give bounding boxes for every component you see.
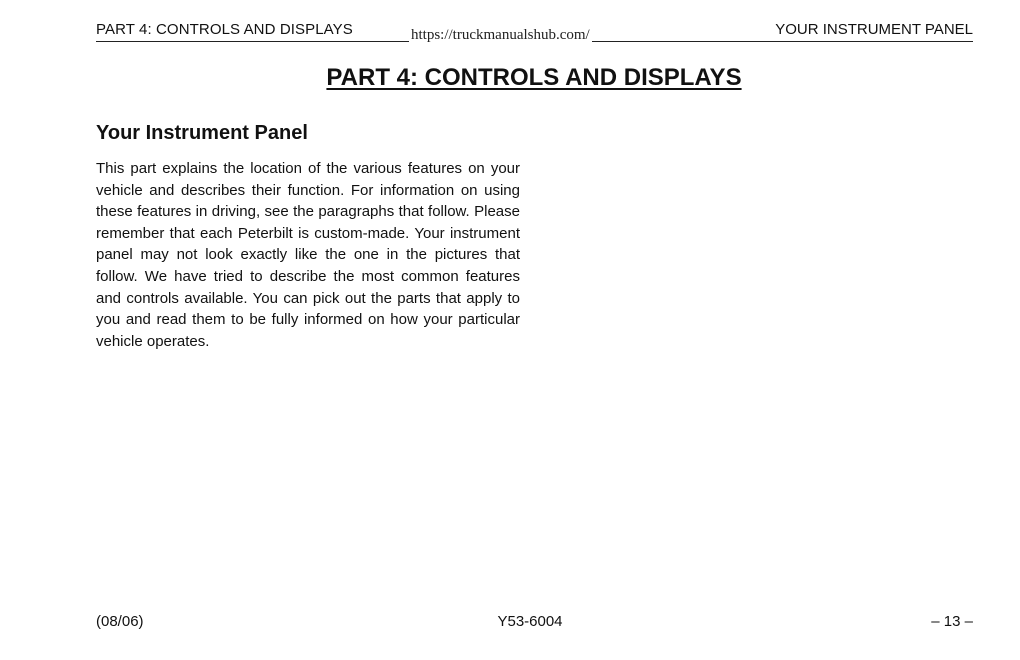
- page-number: – 13 –: [931, 613, 973, 630]
- section-heading: Your Instrument Panel: [96, 122, 308, 144]
- watermark-url[interactable]: https://truckmanualshub.com/: [411, 27, 590, 43]
- intro-paragraph: This part explains the location of the various features on your vehicle and describes their function. For information on using these features in driving, see the paragraphs that follow. Please remember that each Peterbilt is custom-made. Your instrument panel may not look exactly like the one in the pictures that follow. We have tried to describe the most common features and controls available. You can pick out the parts that apply to you and read them to be fully informed on how your particular vehicle operates.: [96, 160, 520, 350]
- footer-doc-number: Y53-6004: [497, 613, 563, 630]
- footer-date: (08/06): [96, 613, 144, 630]
- header-chapter-title: YOUR INSTRUMENT PANEL: [775, 21, 973, 38]
- header-section-title: PART 4: CONTROLS AND DISPLAYS: [96, 21, 353, 38]
- page-footer: [96, 613, 973, 633]
- part-title: PART 4: CONTROLS AND DISPLAYS: [326, 64, 742, 91]
